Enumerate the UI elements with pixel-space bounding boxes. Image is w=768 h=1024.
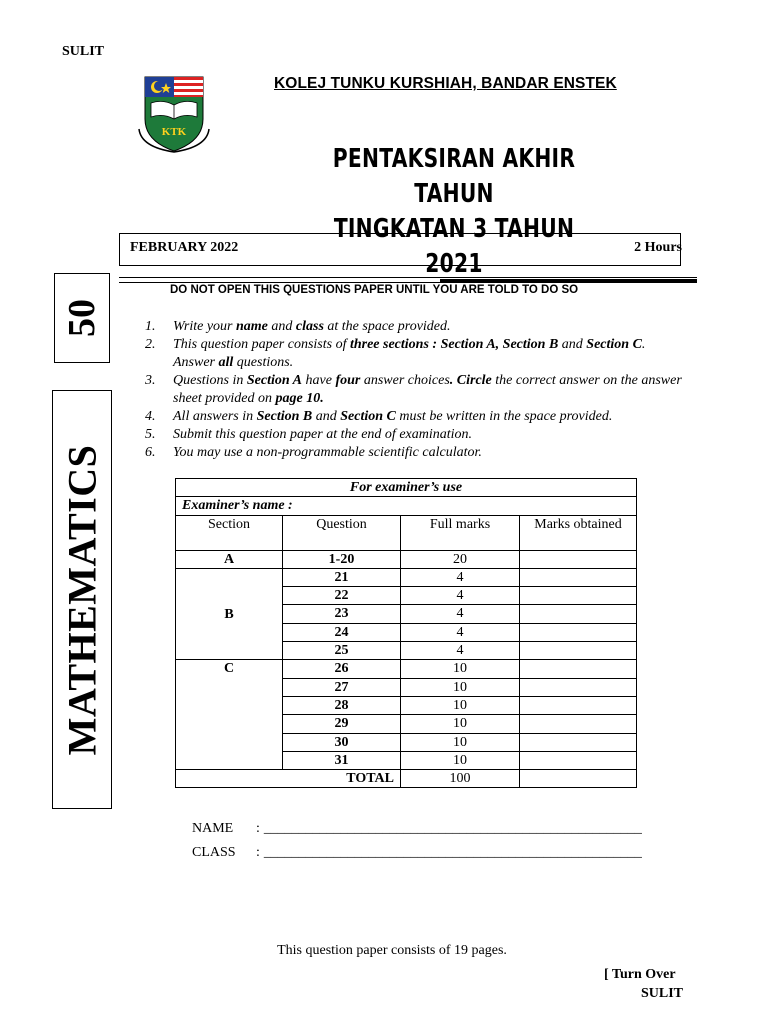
instruction-item [145, 444, 685, 462]
section-cell: B [176, 568, 283, 659]
question-cell: 22 [283, 587, 401, 605]
exam-title-line1: PENTAKSIRAN AKHIR TAHUN [332, 144, 576, 209]
column-header-marks-obtained: Marks obtained [520, 515, 637, 550]
marks-obtained-cell[interactable] [520, 733, 637, 751]
full-marks-cell: 4 [401, 642, 520, 660]
question-cell: 25 [283, 642, 401, 660]
name-field[interactable] [192, 821, 642, 837]
instruction-number: 2. [145, 337, 156, 352]
question-cell: 23 [283, 605, 401, 623]
exam-info-box [119, 233, 681, 266]
instruction-text: Write your name and class at the space provided. [173, 319, 451, 334]
full-marks-cell: 20 [401, 550, 520, 568]
question-cell: 26 [283, 660, 401, 678]
table-row [176, 660, 637, 678]
marks-obtained-cell[interactable] [520, 587, 637, 605]
class-field[interactable] [192, 845, 642, 861]
question-cell: 27 [283, 678, 401, 696]
warning-notice: DO NOT OPEN THIS QUESTIONS PAPER UNTIL YOU ARE TOLD TO DO SO [170, 284, 579, 296]
full-marks-cell: 10 [401, 751, 520, 769]
name-label: NAME [192, 821, 234, 836]
examiner-name-label: Examiner’s name : [176, 497, 637, 515]
class-blank-line[interactable]: ______________________________________________________ [263, 845, 642, 860]
instruction-number: 1. [145, 319, 156, 334]
total-label: TOTAL [176, 770, 401, 788]
instructions-list [145, 318, 685, 462]
name-separator: : [256, 821, 260, 836]
instruction-item [145, 372, 685, 408]
question-cell: 30 [283, 733, 401, 751]
column-header-section: Section [176, 515, 283, 550]
class-label: CLASS [192, 845, 236, 860]
instruction-text: Submit this question paper at the end of examination. [173, 427, 473, 442]
instruction-item [145, 336, 685, 372]
full-marks-cell: 4 [401, 587, 520, 605]
question-cell: 31 [283, 751, 401, 769]
full-marks-cell: 4 [401, 568, 520, 586]
classification-top: SULIT [62, 44, 105, 59]
total-full-marks: 100 [401, 770, 520, 788]
section-cell: C [176, 660, 283, 770]
full-marks-cell: 4 [401, 623, 520, 641]
question-cell: 1-20 [283, 550, 401, 568]
table-row [176, 550, 637, 568]
exam-duration: 2 Hours [634, 240, 682, 255]
marks-obtained-cell[interactable] [520, 623, 637, 641]
instruction-text: All answers in Section B and Section C must be written in the space provided. [173, 409, 613, 424]
examiner-table-title: For examiner’s use [176, 479, 637, 497]
full-marks-cell: 10 [401, 678, 520, 696]
paper-code-box [54, 273, 110, 363]
marks-obtained-cell[interactable] [520, 605, 637, 623]
instruction-text: This question paper consists of three sections : Section A, Section B and Section C. Answer all questions. [173, 337, 646, 370]
turn-over-note: [ Turn Over [604, 967, 676, 982]
exam-date: FEBRUARY 2022 [130, 240, 239, 255]
subject-box [52, 390, 112, 809]
college-crest-logo [137, 73, 211, 153]
marks-obtained-cell[interactable] [520, 642, 637, 660]
subject-name: MATHEMATICS [59, 444, 105, 755]
table-row [176, 568, 637, 586]
full-marks-cell: 4 [401, 605, 520, 623]
classification-bottom: SULIT [641, 986, 684, 1001]
instruction-item [145, 408, 685, 426]
full-marks-cell: 10 [401, 660, 520, 678]
instruction-number: 6. [145, 445, 156, 460]
marks-obtained-cell[interactable] [520, 678, 637, 696]
instruction-number: 4. [145, 409, 156, 424]
instruction-number: 3. [145, 373, 156, 388]
total-marks-obtained-cell[interactable] [520, 770, 637, 788]
full-marks-cell: 10 [401, 715, 520, 733]
marks-obtained-cell[interactable] [520, 751, 637, 769]
question-cell: 28 [283, 696, 401, 714]
instruction-text: You may use a non-programmable scientific calculator. [173, 445, 482, 460]
paper-code: 50 [61, 299, 103, 337]
divider-rule [119, 277, 697, 278]
name-blank-line[interactable]: ______________________________________________________ [263, 821, 642, 836]
question-cell: 21 [283, 568, 401, 586]
question-cell: 24 [283, 623, 401, 641]
section-cell: A [176, 550, 283, 568]
full-marks-cell: 10 [401, 733, 520, 751]
instruction-item [145, 318, 685, 336]
column-header-question: Question [283, 515, 401, 550]
instruction-item [145, 426, 685, 444]
instruction-text: Questions in Section A have four answer choices. Circle the correct answer on the answer sheet provided on page 10. [173, 373, 682, 406]
class-separator: : [256, 845, 260, 860]
divider-rule [119, 282, 697, 283]
marks-obtained-cell[interactable] [520, 660, 637, 678]
instruction-number: 5. [145, 427, 156, 442]
examiner-table [175, 478, 637, 788]
page-count-note: This question paper consists of 19 pages. [277, 943, 507, 958]
marks-obtained-cell[interactable] [520, 715, 637, 733]
question-cell: 29 [283, 715, 401, 733]
svg-text:KTK: KTK [161, 126, 187, 138]
full-marks-cell: 10 [401, 696, 520, 714]
column-header-full-marks: Full marks [401, 515, 520, 550]
marks-obtained-cell[interactable] [520, 568, 637, 586]
college-name: KOLEJ TUNKU KURSHIAH, BANDAR ENSTEK [274, 75, 617, 92]
marks-obtained-cell[interactable] [520, 696, 637, 714]
total-row [176, 770, 637, 788]
marks-obtained-cell[interactable] [520, 550, 637, 568]
exam-title-line2: TINGKATAN 3 TAHUN 2021 [333, 214, 575, 279]
